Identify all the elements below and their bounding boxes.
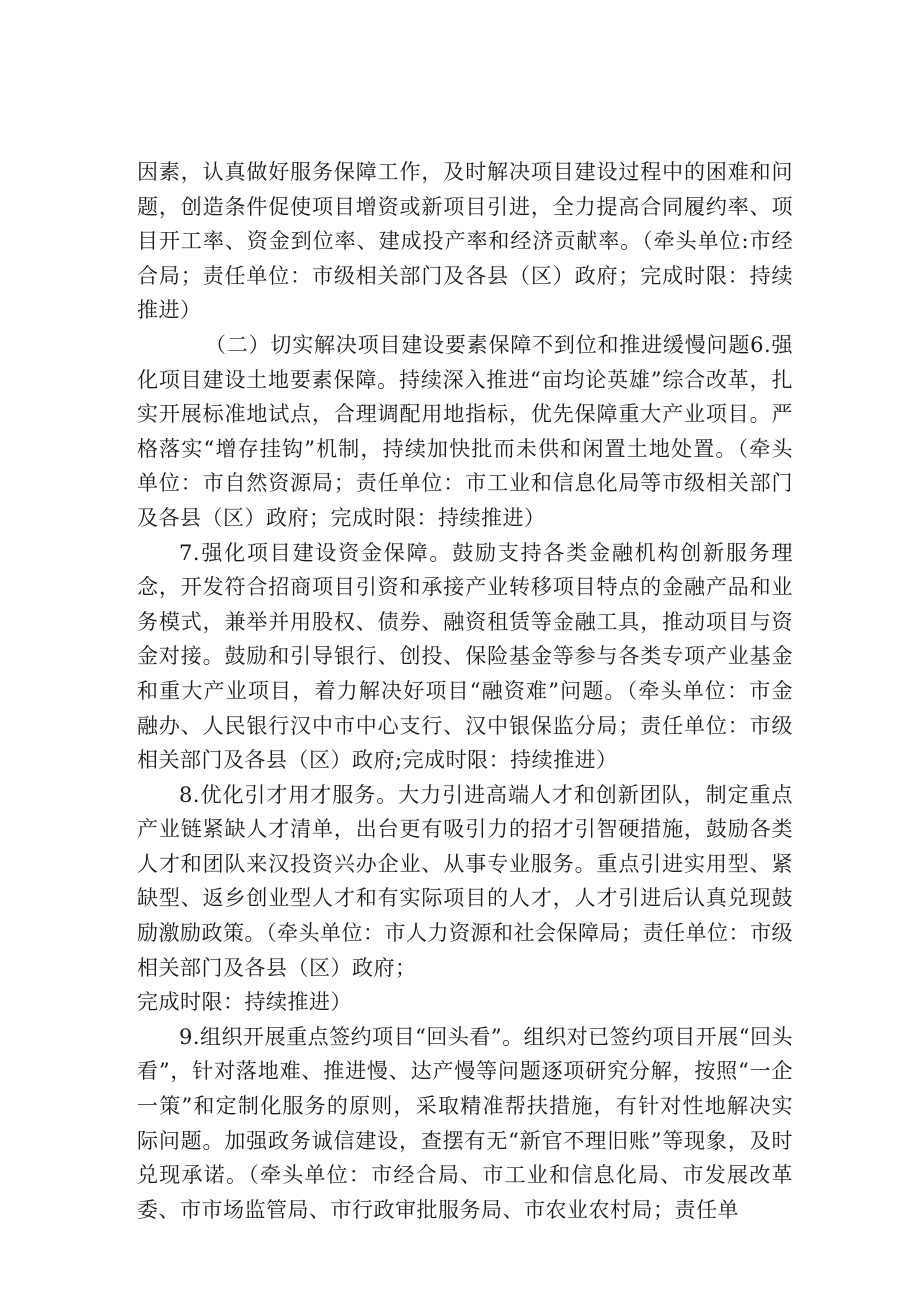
- paragraph-continuation: 因素，认真做好服务保障工作，及时解决项目建设过程中的困难和问题，创造条件促使项目增资或新项目引进，全力提高合同履约率、项目开工率、资金到位率、建成投产率和经济贡献率。（牵头单位:市经合局；责任单位：市级相关部门及各县（区）政府；完成时限：持续推进）: [137, 160, 793, 323]
- paragraph-section-2: （二）切实解决项目建设要素保障不到位和推进缓慢问题6.强化项目建设土地要素保障。持续深入推进“亩均论英雄”综合改革，扎实开展标准地试点，合理调配用地指标，优先保障重大产业项目。严格落实“增存挂钩”机制，持续加快批而未供和闲置土地处置。（牵头单位：市自然资源局；责任单位：市工业和信息化局等市级相关部门及各县（区）政府；完成时限：持续推进）: [137, 332, 793, 530]
- paragraph-item-8: 8.优化引才用才服务。大力引进高端人才和创新团队，制定重点产业链紧缺人才清单，出台更有吸引力的招才引智硬措施，鼓励各类人才和团队来汉投资兴办企业、从事专业服务。重点引进实用型、紧缺型、返乡创业型人才和有实际项目的人才，人才引进后认真兑现鼓励激励政策。（牵头单位：市人力资源和社会保障局；责任单位：市级相关部门及各县（区）政府；: [137, 782, 793, 980]
- paragraph-item-8-end: 完成时限：持续推进）: [137, 990, 352, 1015]
- paragraph-item-9: 9.组织开展重点签约项目“回头看”。组织对已签约项目开展“回头看”，针对落地难、推进慢、达产慢等问题逐项研究分解，按照“一企一策”和定制化服务的原则，采取精准帮扶措施，有针对性地解决实际问题。加强政务诚信建设，查摆有无“新官不理旧账”等现象，及时兑现承诺。（牵头单位：市经合局、市工业和信息化局、市发展改革委、市市场监管局、市行政审批服务局、市农业农村局；责任单: [137, 1024, 793, 1222]
- document-body: [137, 155, 793, 1227]
- paragraph-item-7: 7.强化项目建设资金保障。鼓励支持各类金融机构创新服务理念，开发符合招商项目引资和承接产业转移项目特点的金融产品和业务模式，兼举并用股权、债券、融资租赁等金融工具，推动项目与资金对接。鼓励和引导银行、创投、保险基金等参与各类专项产业基金和重大产业项目，着力解决好项目“融资难”问题。（牵头单位：市金融办、人民银行汉中市中心支行、汉中银保监分局；责任单位：市级相关部门及各县（区）政府;完成时限：持续推进）: [137, 540, 793, 773]
